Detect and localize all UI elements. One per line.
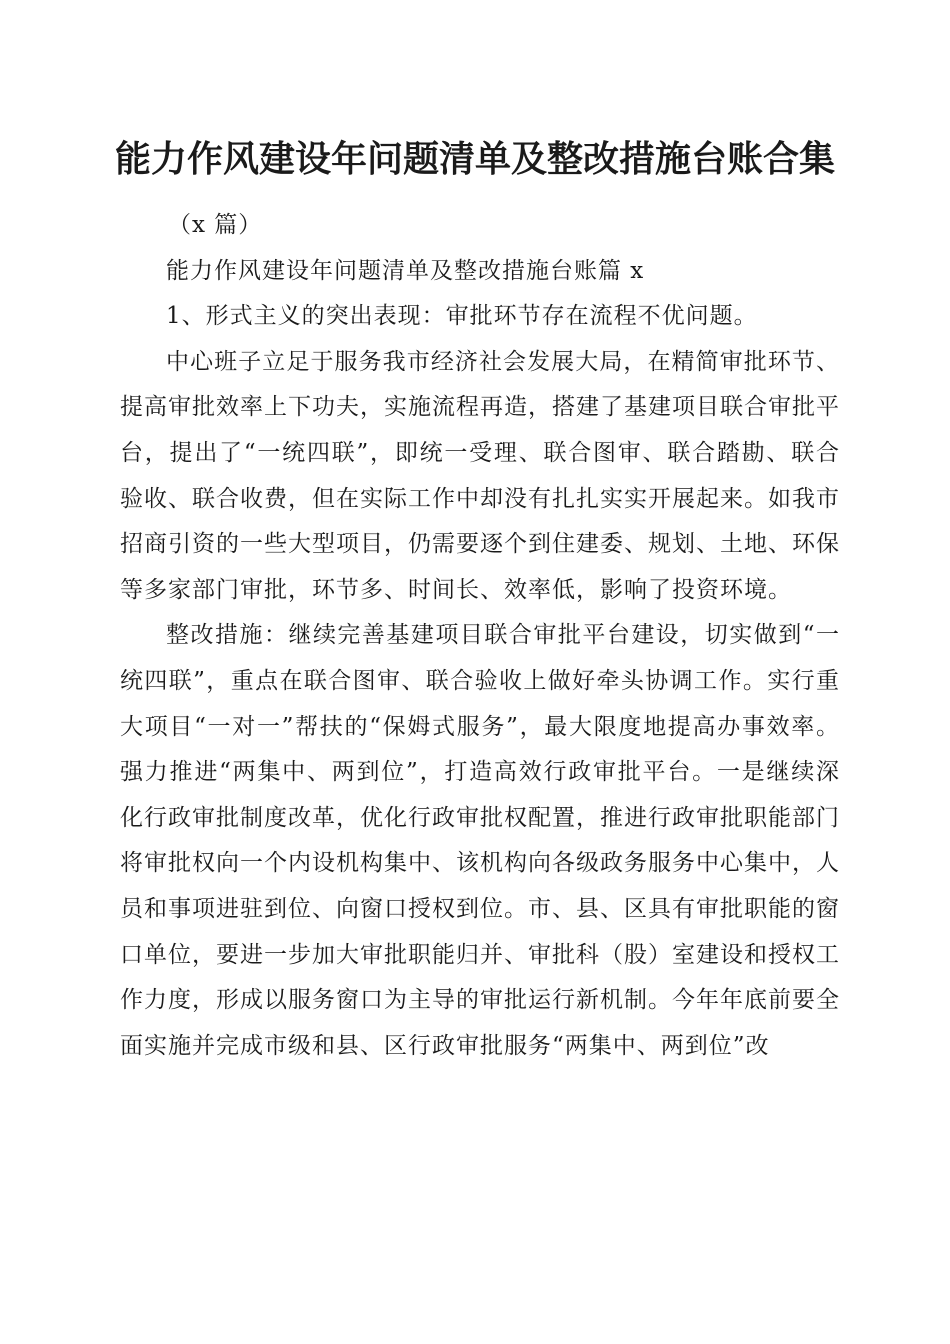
document-subtitle: （x 篇） [168,212,263,238]
issue-heading: 1、形式主义的突出表现：审批环节存在流程不优问题。 [166,303,758,330]
rectification-measures-paragraph: 整改措施：继续完善基建项目联合审批平台建设，切实做到“一统四联”，重点在联合图审、联合验收上做好牵头协调工作。实行重大项目“一对一”帮扶的“保姆式服务”，最大限度地提高办事效率。强力推进“两集中、两到位”，打造高效行政审批平台。一是继续深化行政审批制度改革，优化行政审批权配置，推进行政审批职能部门将审批权向一个内设机构集中、该机构向各级政务服务中心集中，人员和事项进驻到位、向窗口授权到位。市、县、区具有审批职能的窗口单位，要进一步加大审批职能归并、审批科（股）室建设和授权工作力度，形成以服务窗口为主导的审批运行新机制。今年年底前要全面实施并完成市级和县、区行政审批服务“两集中、两到位”改 [120,622,840,1059]
document-title: 能力作风建设年问题清单及整改措施台账合集 [114,139,835,180]
document-body [120,203,840,1069]
section-heading: 能力作风建设年问题清单及整改措施台账篇 x [166,257,645,284]
issue-description-paragraph: 中心班子立足于服务我市经济社会发展大局，在精简审批环节、提高审批效率上下功夫，实施流程再造，搭建了基建项目联合审批平台，提出了“一统四联”，即统一受理、联合图审、联合踏勘、联合验收、联合收费，但在实际工作中却没有扎扎实实开展起来。如我市招商引资的一些大型项目，仍需要逐个到住建委、规划、土地、环保等多家部门审批，环节多、时间长、效率低，影响了投资环境。 [120,348,840,603]
